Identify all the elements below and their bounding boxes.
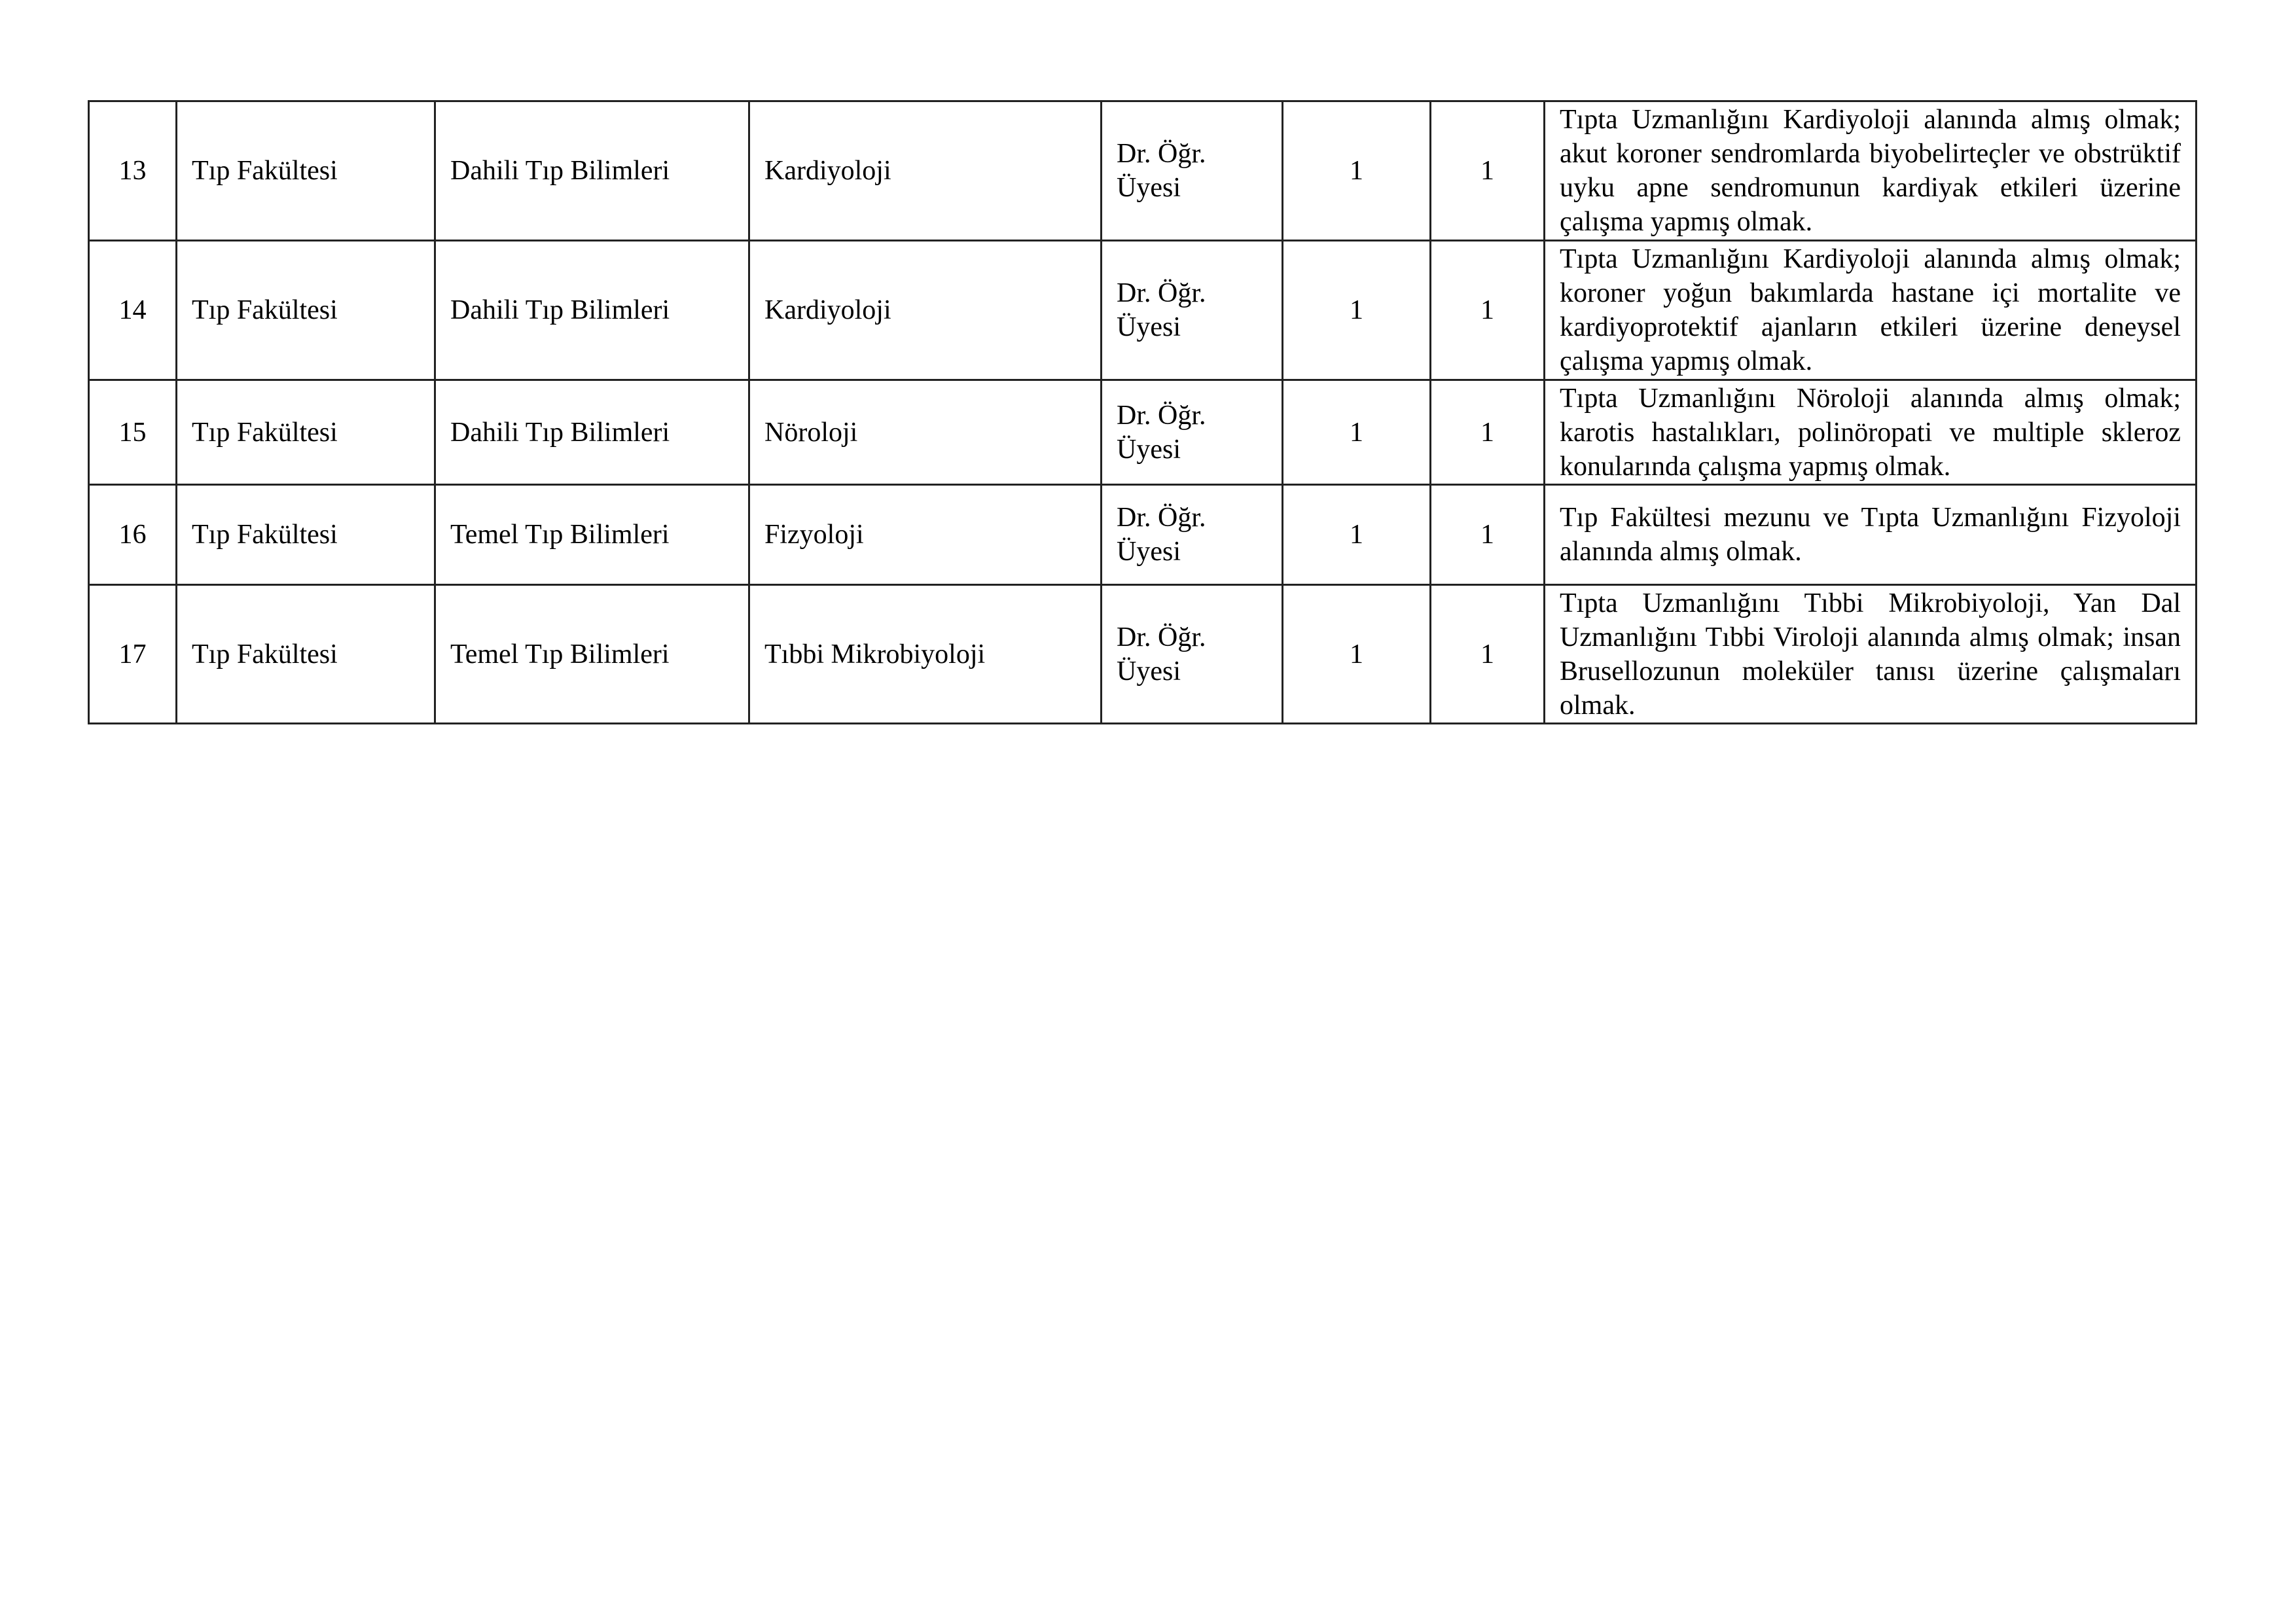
- requirements-cell: Tıpta Uzmanlığını Kardiyoloji alanında almış olmak; koroner yoğun bakımlarda hastane içi mortalite ve kardiyoprotektif ajanların etkileri üzerine deneysel çalışma yapmış olmak.: [1545, 241, 2197, 380]
- requirements-cell: Tıpta Uzmanlığını Nöroloji alanında almış olmak; karotis hastalıkları, polinöropati ve multiple skleroz konularında çalışma yapmış olmak.: [1545, 380, 2197, 485]
- division-cell: Nöroloji: [749, 380, 1102, 485]
- count-cell: 1: [1283, 380, 1431, 485]
- department-cell: Dahili Tıp Bilimleri: [435, 380, 749, 485]
- department-cell: Temel Tıp Bilimleri: [435, 485, 749, 585]
- division-cell: Kardiyoloji: [749, 101, 1102, 241]
- requirements-cell: Tıpta Uzmanlığını Tıbbi Mikrobiyoloji, Yan Dal Uzmanlığını Tıbbi Viroloji alanında almış olmak; insan Brusellozunun moleküler tanısı üzerine çalışmaları olmak.: [1545, 585, 2197, 724]
- position-table: [88, 100, 2197, 724]
- row-number: 16: [89, 485, 177, 585]
- table-row: [89, 485, 2197, 585]
- table-row: [89, 585, 2197, 724]
- row-number: 17: [89, 585, 177, 724]
- division-cell: Kardiyoloji: [749, 241, 1102, 380]
- row-number: 14: [89, 241, 177, 380]
- table-row: [89, 241, 2197, 380]
- faculty-cell: Tıp Fakültesi: [177, 101, 435, 241]
- count-cell: 1: [1283, 485, 1431, 585]
- row-number: 15: [89, 380, 177, 485]
- count-cell: 1: [1283, 101, 1431, 241]
- faculty-cell: Tıp Fakültesi: [177, 485, 435, 585]
- table-row: [89, 101, 2197, 241]
- department-cell: Temel Tıp Bilimleri: [435, 585, 749, 724]
- faculty-cell: Tıp Fakültesi: [177, 241, 435, 380]
- title-cell: Dr. Öğr. Üyesi: [1102, 585, 1283, 724]
- faculty-cell: Tıp Fakültesi: [177, 380, 435, 485]
- title-cell: Dr. Öğr. Üyesi: [1102, 241, 1283, 380]
- count-cell: 1: [1283, 241, 1431, 380]
- department-cell: Dahili Tıp Bilimleri: [435, 241, 749, 380]
- department-cell: Dahili Tıp Bilimleri: [435, 101, 749, 241]
- count-cell: 1: [1283, 585, 1431, 724]
- title-cell: Dr. Öğr. Üyesi: [1102, 380, 1283, 485]
- title-cell: Dr. Öğr. Üyesi: [1102, 101, 1283, 241]
- count-cell: 1: [1431, 380, 1545, 485]
- count-cell: 1: [1431, 241, 1545, 380]
- row-number: 13: [89, 101, 177, 241]
- division-cell: Fizyoloji: [749, 485, 1102, 585]
- division-cell: Tıbbi Mikrobiyoloji: [749, 585, 1102, 724]
- title-cell: Dr. Öğr. Üyesi: [1102, 485, 1283, 585]
- requirements-cell: Tıp Fakültesi mezunu ve Tıpta Uzmanlığını Fizyoloji alanında almış olmak.: [1545, 485, 2197, 585]
- table-row: [89, 380, 2197, 485]
- count-cell: 1: [1431, 101, 1545, 241]
- count-cell: 1: [1431, 485, 1545, 585]
- requirements-cell: Tıpta Uzmanlığını Kardiyoloji alanında almış olmak; akut koroner sendromlarda biyobelirteçler ve obstrüktif uyku apne sendromunun kardiyak etkileri üzerine çalışma yapmış olmak.: [1545, 101, 2197, 241]
- faculty-cell: Tıp Fakültesi: [177, 585, 435, 724]
- count-cell: 1: [1431, 585, 1545, 724]
